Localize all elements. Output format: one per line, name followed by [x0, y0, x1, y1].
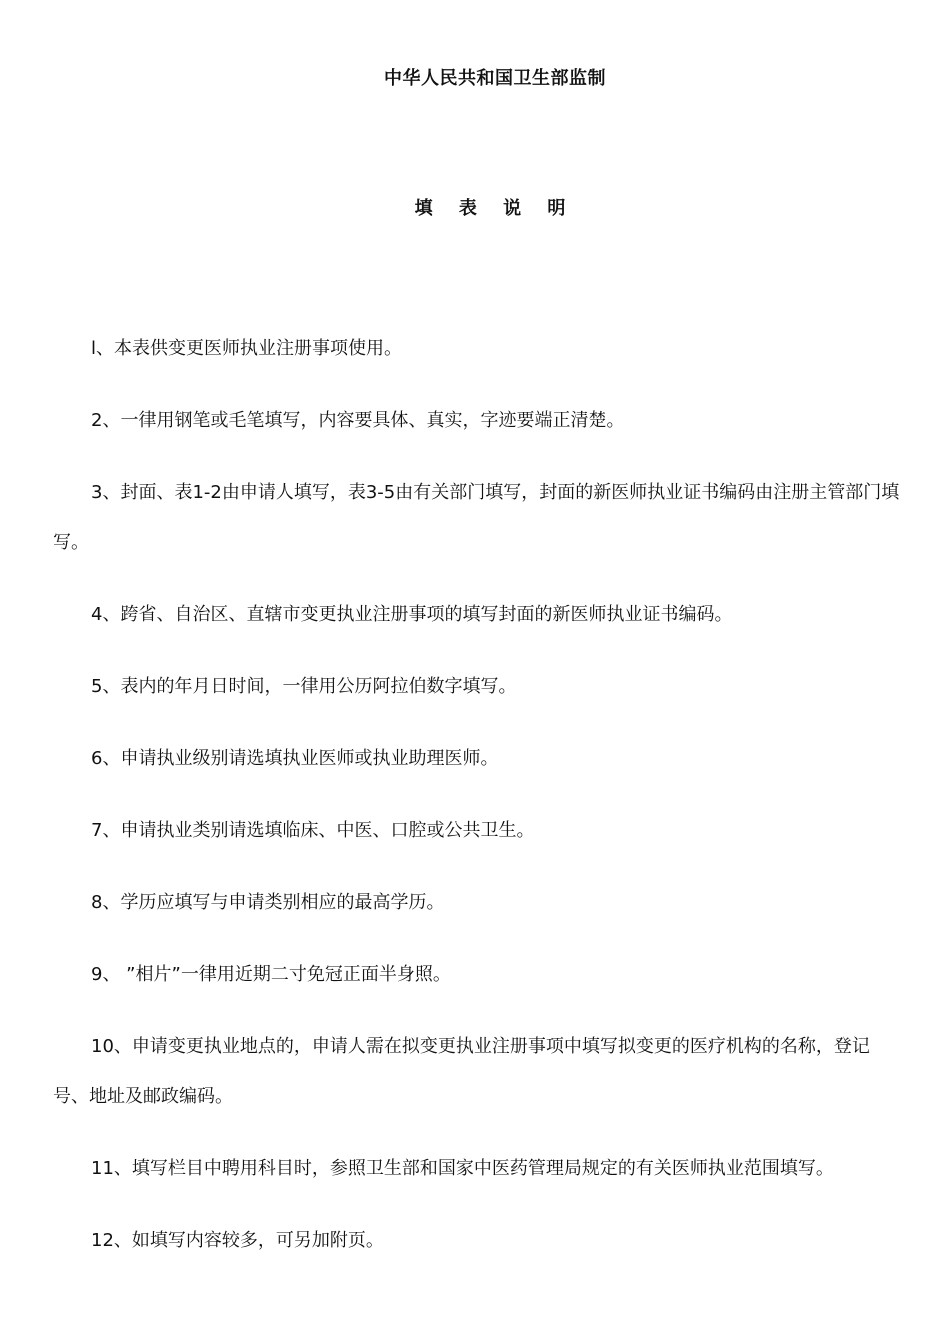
- instruction-list: [53, 324, 903, 1288]
- instruction-item-12: 12、如填写内容较多，可另加附页。: [91, 1230, 384, 1251]
- instruction-item-11: 11、填写栏目中聘用科目时，参照卫生部和国家中医药管理局规定的有关医师执业范围填写。: [91, 1158, 834, 1179]
- section-title: 填 表 说 明: [414, 198, 576, 219]
- instruction-item-3: 3、封面、表1-2由申请人填写，表3-5由有关部门填写，封面的新医师执业证书编码由注册主管部门填写。: [53, 482, 900, 553]
- instruction-item-9: 9、 ”相片”一律用近期二寸免冠正面半身照。: [91, 964, 451, 985]
- issuing-authority: 中华人民共和国卫生部监制: [384, 68, 606, 89]
- instruction-item-4: 4、跨省、自治区、直辖市变更执业注册事项的填写封面的新医师执业证书编码。: [91, 604, 733, 625]
- instruction-item-8: 8、学历应填写与申请类别相应的最高学历。: [91, 892, 445, 913]
- instruction-item-1: l、本表供变更医师执业注册事项使用。: [91, 338, 402, 359]
- instruction-item-5: 5、表内的年月日时间，一律用公历阿拉伯数字填写。: [91, 676, 517, 697]
- instruction-item-10: 10、申请变更执业地点的，申请人需在拟变更执业注册事项中填写拟变更的医疗机构的名称，登记号、地址及邮政编码。: [53, 1036, 870, 1107]
- instruction-item-7: 7、申请执业类别请选填临床、中医、口腔或公共卫生。: [91, 820, 535, 841]
- instruction-item-2: 2、一律用钢笔或毛笔填写，内容要具体、真实，字迹要端正清楚。: [91, 410, 625, 431]
- instruction-item-6: 6、申请执业级别请选填执业医师或执业助理医师。: [91, 748, 499, 769]
